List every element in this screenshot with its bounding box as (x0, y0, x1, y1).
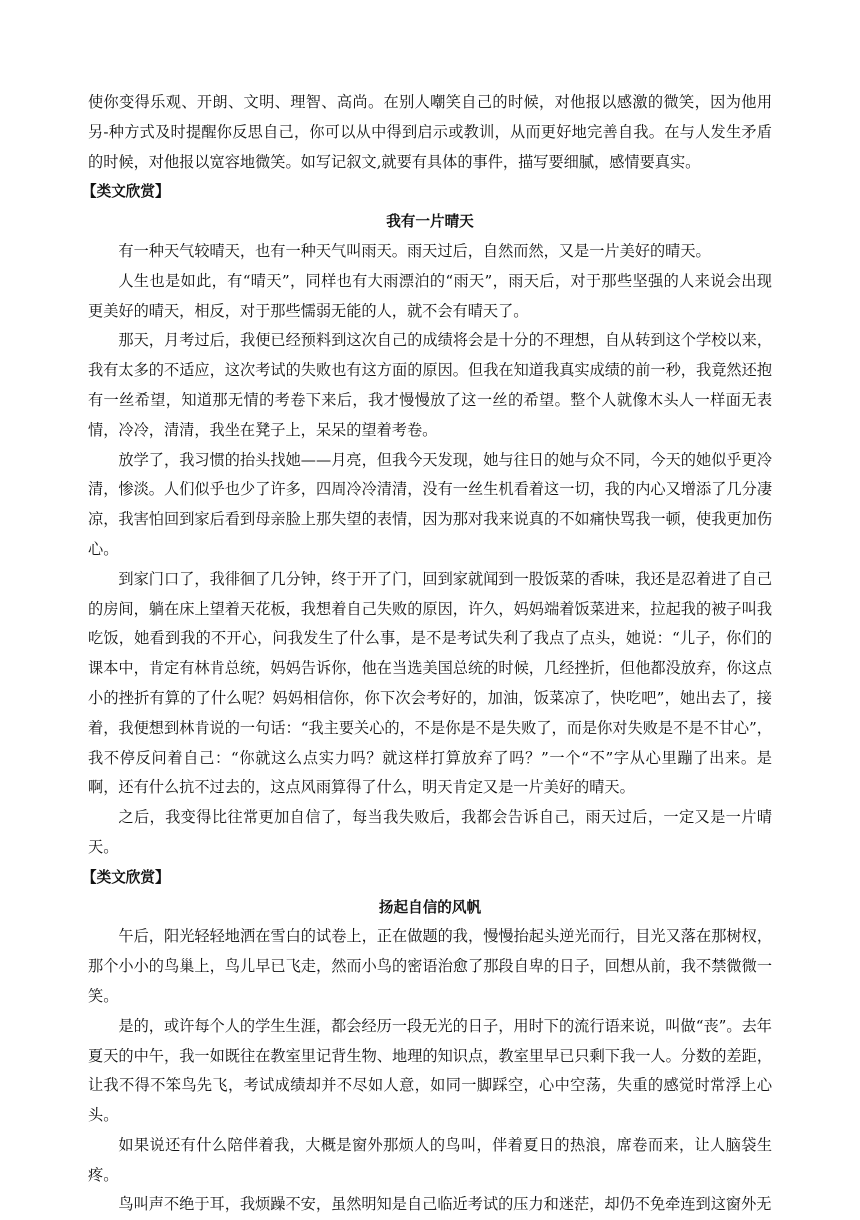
essay-title: 扬起自信的风帆 (378, 898, 482, 916)
essay-paragraph: 之后，我变得比往常更加自信了，每当我失败后，我都会告诉自己，雨天过后，一定又是一片晴天。 (88, 808, 772, 856)
section-label: 【类文欣赏】 (82, 183, 170, 201)
section-label: 【类文欣赏】 (82, 868, 170, 886)
essay-section-1 (82, 177, 772, 862)
intro-paragraph: 使你变得乐观、开朗、文明、理智、高尚。在别人嘲笑自己的时候，对他报以感激的微笑，因为他用另-种方式及时提醒你反思自己，你可以从中得到启示或教训，从而更好地完善自我。在与人发生矛盾的时候，对他报以宽容地微笑。如写记叙文,就要有具体的事件，描写要细腻，感情要真实。 (88, 93, 772, 171)
essay-paragraph: 那天，月考过后，我便已经预料到这次自己的成绩将会是十分的不理想，自从转到这个学校以来，我有太多的不适应，这次考试的失败也有这方面的原因。但我在知道我真实成绩的前一秒，我竟然还抱有一丝希望，知道那无情的考卷下来后，我才慢慢放了这一丝的希望。整个人就像木头人一样面无表情，冷冷，清清，我坐在凳子上，呆呆的望着考卷。 (88, 331, 772, 439)
essay-paragraph: 是的，或许每个人的学生生涯，都会经历一段无光的日子，用时下的流行语来说，叫做“丧”。去年夏天的中午，我一如既往在教室里记背生物、地理的知识点，教室里早已只剩下我一人。分数的差距，让我不得不笨鸟先飞，考试成绩却并不尽如人意，如同一脚踩空，心中空荡，失重的感觉时常浮上心头。 (88, 1016, 772, 1125)
essay-title: 我有一片晴天 (386, 213, 474, 231)
essay-paragraph: 如果说还有什么陪伴着我，大概是窗外那烦人的鸟叫，伴着夏日的热浪，席卷而来，让人脑袋生疼。 (88, 1135, 772, 1184)
essay-paragraph: 人生也是如此，有“晴天”，同样也有大雨漂泊的“雨天”，雨天后，对于那些坚强的人来说会出现更美好的晴天，相反，对于那些懦弱无能的人，就不会有晴天了。 (88, 271, 772, 320)
essay-paragraph: 有一种天气较晴天，也有一种天气叫雨天。雨天过后，自然而然，又是一片美好的晴天。 (118, 241, 711, 260)
essay-paragraph: 到家门口了，我徘徊了几分钟，终于开了门，回到家就闻到一股饭菜的香味，我还是忍着进了自己的房间，躺在床上望着天花板，我想着自己失败的原因，许久，妈妈端着饭菜进来，拉起我的被子叫我吃饭，她看到我的不开心，问我发生了什么事，是不是考试失利了我点了点头，她说：“儿子，你们的课本中，肯定有林肯总统，妈妈告诉你，他在当选美国总统的时候，几经挫折，但他都没放弃，你这点小的挫折有算的了什么呢？妈妈相信你，你下次会考好的，加油，饭菜凉了，快吃吧”，她出去了，接着，我便想到林肯说的一句话：“我主要关心的，不是你是不是失败了，而是你对失败是不是不甘心”，我不停反问着自己：“你就这么点实力吗？就这样打算放弃了吗？”一个“不”字从心里蹦了出来。是啊，还有什么抗不过去的，这点风雨算得了什么，明天肯定又是一片美好的晴天。 (88, 569, 772, 797)
essay-paragraph: 放学了，我习惯的抬头找她——月亮，但我今天发现，她与往日的她与众不同，今天的她似乎更冷清，惨淡。人们似乎也少了许多，四周冷冷清清，没有一丝生机看着这一切，我的内心又增添了几分凄凉，我害怕回到家后看到母亲脸上那失望的表情，因为那对我来说真的不如痛快骂我一顿，使我更加伤心。 (88, 450, 772, 558)
essay-paragraph: 午后，阳光轻轻地洒在雪白的试卷上，正在做题的我，慢慢抬起头逆光而行，目光又落在那树杈，那个小小的鸟巢上，鸟儿早已飞走，然而小鸟的密语治愈了那段自卑的日子，回想从前，我不禁微微一笑。 (88, 927, 772, 1005)
document-page (82, 88, 772, 1220)
essay-section-2 (82, 863, 772, 1220)
essay-paragraph: 鸟叫声不绝于耳，我烦躁不安，虽然明知是自己临近考试的压力和迷茫，却仍不免牵连到这窗外无 (118, 1195, 772, 1214)
